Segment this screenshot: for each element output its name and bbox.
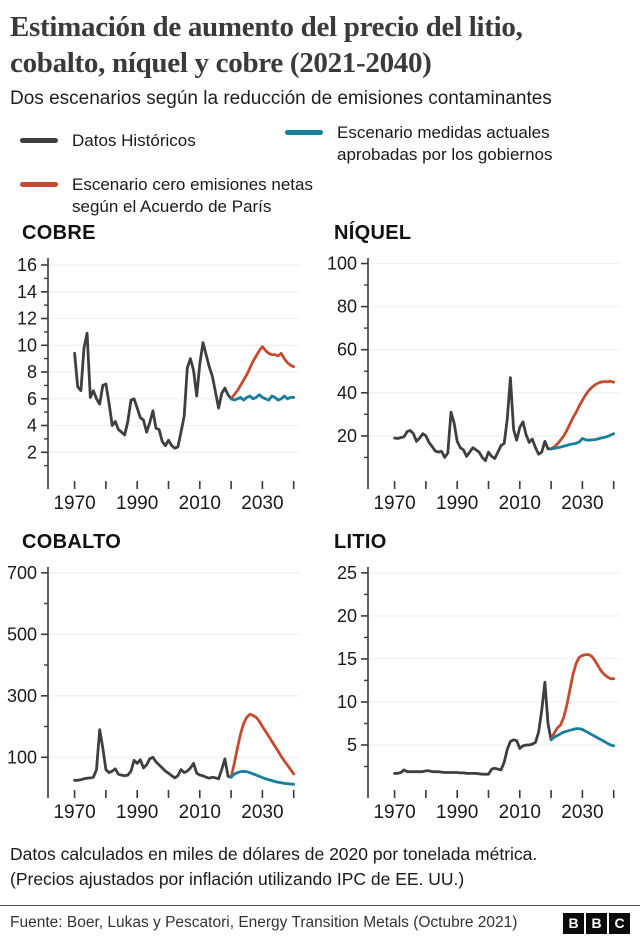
chart-litio <box>320 525 640 834</box>
chart-cobre <box>0 216 320 525</box>
chart-title-cobalto: COBALTO <box>22 530 122 553</box>
legend-label-historical: Datos Históricos <box>72 130 196 150</box>
svg-text:2030: 2030 <box>561 801 604 823</box>
svg-text:15: 15 <box>336 648 357 669</box>
bbc-logo <box>563 913 630 934</box>
charts-grid <box>0 216 640 834</box>
chart-title-cobre: COBRE <box>22 221 96 244</box>
svg-text:2010: 2010 <box>498 492 541 514</box>
svg-text:100: 100 <box>6 747 37 768</box>
svg-text:60: 60 <box>336 339 357 360</box>
cobalto-line-chart <box>6 554 306 834</box>
svg-text:10: 10 <box>336 691 357 712</box>
svg-text:40: 40 <box>336 382 357 403</box>
current-policies-line-swatch <box>285 130 323 135</box>
svg-text:1970: 1970 <box>53 801 96 823</box>
source-text: Fuente: Boer, Lukas y Pescatori, Energy Transition Metals (Octubre 2021) <box>10 914 518 932</box>
svg-text:1970: 1970 <box>373 801 416 823</box>
source-row <box>0 906 640 934</box>
svg-text:16: 16 <box>16 254 37 275</box>
page-subtitle: Dos escenarios según la reducción de emisiones contaminantes <box>10 87 552 109</box>
chart-title-litio: LITIO <box>334 530 387 553</box>
svg-text:2: 2 <box>26 442 37 463</box>
svg-text:1970: 1970 <box>373 492 416 514</box>
svg-text:2010: 2010 <box>178 492 221 514</box>
svg-text:500: 500 <box>6 624 37 645</box>
svg-text:20: 20 <box>336 425 357 446</box>
bbc-logo-letter: C <box>609 913 630 934</box>
legend-label-current-policies: Escenario medidas actuales aprobadas por los gobiernos <box>337 122 553 164</box>
svg-text:8: 8 <box>26 361 37 382</box>
svg-text:4: 4 <box>26 415 37 436</box>
chart-niquel <box>320 216 640 525</box>
legend-item-net-zero <box>20 174 313 218</box>
svg-text:80: 80 <box>336 296 357 317</box>
chart-cobalto <box>0 525 320 834</box>
cobre-line-chart <box>6 245 306 525</box>
svg-text:1990: 1990 <box>436 801 479 823</box>
niquel-line-chart <box>326 245 626 525</box>
svg-text:6: 6 <box>26 388 37 409</box>
litio-line-chart <box>326 554 626 834</box>
svg-text:1970: 1970 <box>53 492 96 514</box>
svg-text:1990: 1990 <box>116 492 159 514</box>
footnote: Datos calculados en miles de dólares de 2020 por tonelada métrica. (Precios ajustados por inflación utilizando IPC de EE. UU.) <box>10 843 538 889</box>
svg-text:12: 12 <box>16 308 37 329</box>
svg-text:300: 300 <box>6 685 37 706</box>
page-title: Estimación de aumento del precio del litio, cobalto, níquel y cobre (2021-2040) <box>10 11 523 79</box>
svg-text:14: 14 <box>16 281 37 302</box>
legend-item-current-policies <box>285 122 552 166</box>
svg-text:2030: 2030 <box>241 801 284 823</box>
bbc-logo-letter: B <box>586 913 607 934</box>
chart-title-niquel: NÍQUEL <box>334 221 412 244</box>
legend <box>0 118 640 216</box>
svg-text:100: 100 <box>326 253 357 274</box>
net-zero-line-swatch <box>20 182 58 187</box>
svg-text:10: 10 <box>16 335 37 356</box>
svg-text:1990: 1990 <box>116 801 159 823</box>
legend-item-historical <box>20 130 196 152</box>
bbc-logo-letter: B <box>563 913 584 934</box>
svg-text:20: 20 <box>336 605 357 626</box>
svg-text:2010: 2010 <box>178 801 221 823</box>
svg-text:2010: 2010 <box>498 801 541 823</box>
svg-text:25: 25 <box>336 562 357 583</box>
svg-text:1990: 1990 <box>436 492 479 514</box>
legend-label-net-zero: Escenario cero emisiones netas según el Acuerdo de París <box>72 174 313 216</box>
svg-text:5: 5 <box>346 734 357 755</box>
historical-line-swatch <box>20 138 58 143</box>
svg-text:2030: 2030 <box>561 492 604 514</box>
svg-text:700: 700 <box>6 562 37 583</box>
svg-text:2030: 2030 <box>241 492 284 514</box>
